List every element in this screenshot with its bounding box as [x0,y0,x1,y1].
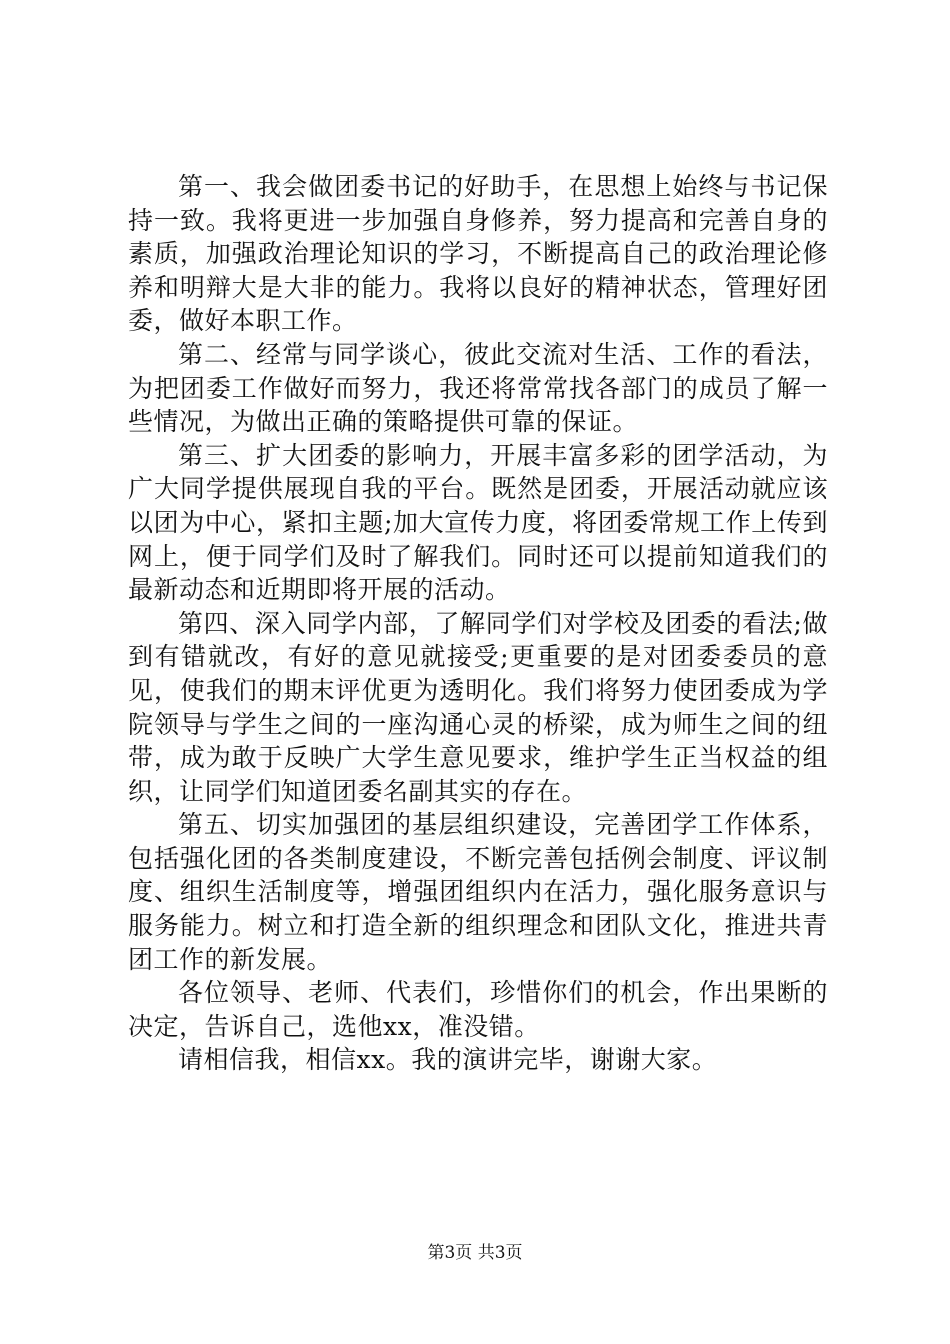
paragraph-4: 第四、深入同学内部，了解同学们对学校及团委的看法;做到有错就改，有好的意见就接受;更重要的是对团委委员的意见，使我们的期末评优更为透明化。我们将努力使团委成为学院领导与学生之间的一座沟通心灵的桥梁，成为师生之间的纽带，成为敢于反映广大学生意见要求，维护学生正当权益的组织，让同学们知道团委名副其实的存在。 [128,608,828,806]
paragraph-3: 第三、扩大团委的影响力，开展丰富多彩的团学活动，为广大同学提供展现自我的平台。既然是团委，开展活动就应该以团为中心，紧扣主题;加大宣传力度，将团委常规工作上传到网上，便于同学们及时了解我们。同时还可以提前知道我们的最新动态和近期即将开展的活动。 [128,440,828,605]
document-body [128,170,828,1077]
paragraph-5: 第五、切实加强团的基层组织建设，完善团学工作体系，包括强化团的各类制度建设，不断完善包括例会制度、评议制度、组织生活制度等，增强团组织内在活力，强化服务意识与服务能力。树立和打造全新的组织理念和团队文化，推进共青团工作的新发展。 [128,810,828,974]
paragraph-7: 请相信我，相信xx。我的演讲完毕，谢谢大家。 [178,1045,718,1075]
page-number-label: 第3页 共3页 [427,1243,523,1263]
paragraph-1: 第一、我会做团委书记的好助手，在思想上始终与书记保持一致。我将更进一步加强自身修养，努力提高和完善自身的素质，加强政治理论知识的学习，不断提高自己的政治理论修养和明辩大是大非的能力。我将以良好的精神状态，管理好团委，做好本职工作。 [128,172,828,336]
paragraph-2: 第二、经常与同学谈心，彼此交流对生活、工作的看法，为把团委工作做好而努力，我还将常常找各部门的成员了解一些情况，为做出正确的策略提供可靠的保证。 [128,339,828,437]
paragraph-6: 各位领导、老师、代表们，珍惜你们的机会，作出果断的决定，告诉自己，选他xx，准没错。 [128,978,828,1041]
page-footer [0,1243,950,1263]
